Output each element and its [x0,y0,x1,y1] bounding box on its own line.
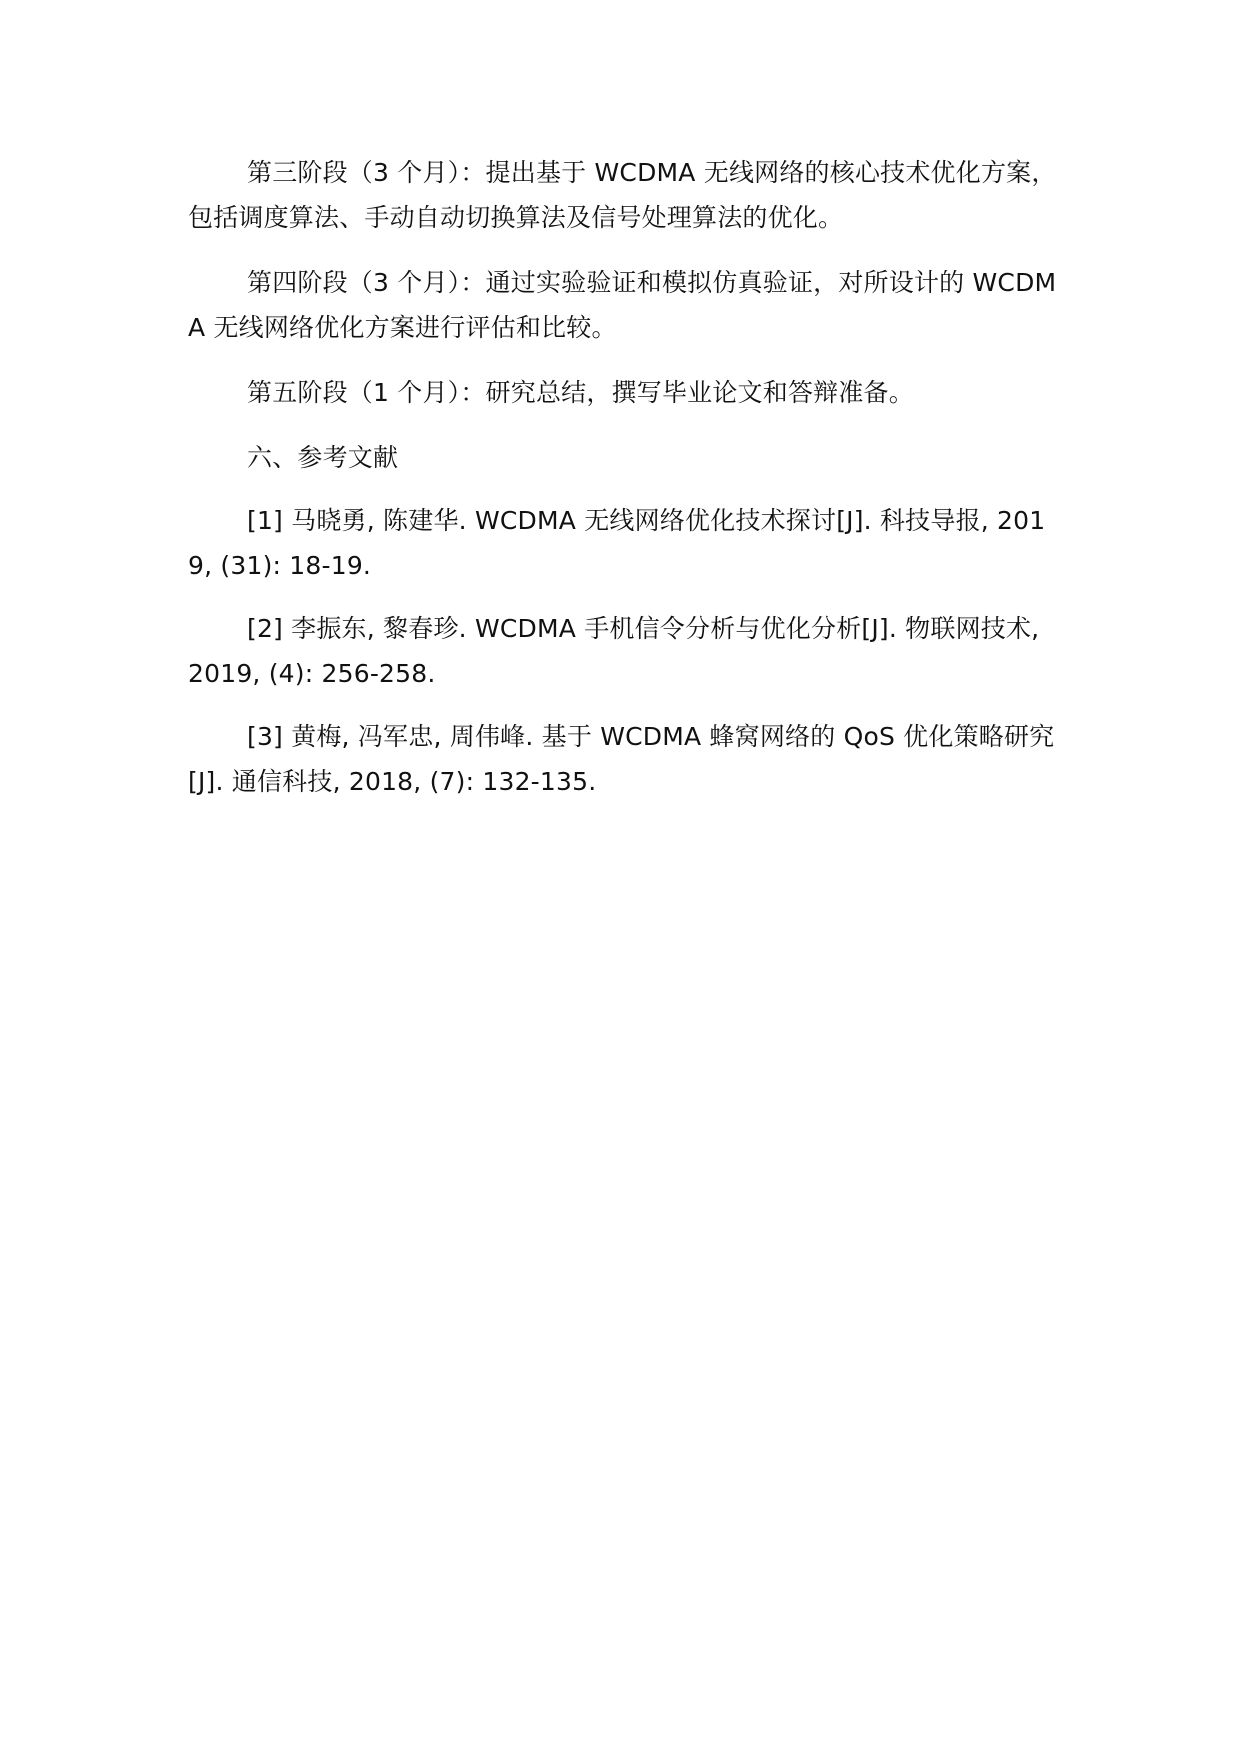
references-heading: 六、参考文献 [247,443,399,472]
reference-item-3: [3] 黄梅, 冯军忠, 周伟峰. 基于 WCDMA 蜂窝网络的 QoS 优化策略研究[J]. 通信科技, 2018, (7): 132-135. [188,722,1055,796]
stage-5-paragraph: 第五阶段（1 个月）：研究总结，撰写毕业论文和答辩准备。 [247,378,914,407]
stage-3-paragraph: 第三阶段（3 个月）：提出基于 WCDMA 无线网络的核心技术优化方案，包括调度算法、手动自动切换算法及信号处理算法的优化。 [188,158,1057,232]
reference-item-2: [2] 李振东, 黎春珍. WCDMA 手机信令分析与优化分析[J]. 物联网技术, 2019, (4): 256-258. [188,614,1040,688]
page-content [188,150,1058,822]
stage-4-paragraph: 第四阶段（3 个月）：通过实验验证和模拟仿真验证，对所设计的 WCDMA 无线网络优化方案进行评估和比较。 [188,268,1057,342]
reference-item-1: [1] 马晓勇, 陈建华. WCDMA 无线网络优化技术探讨[J]. 科技导报, 2019, (31): 18-19. [188,506,1046,580]
